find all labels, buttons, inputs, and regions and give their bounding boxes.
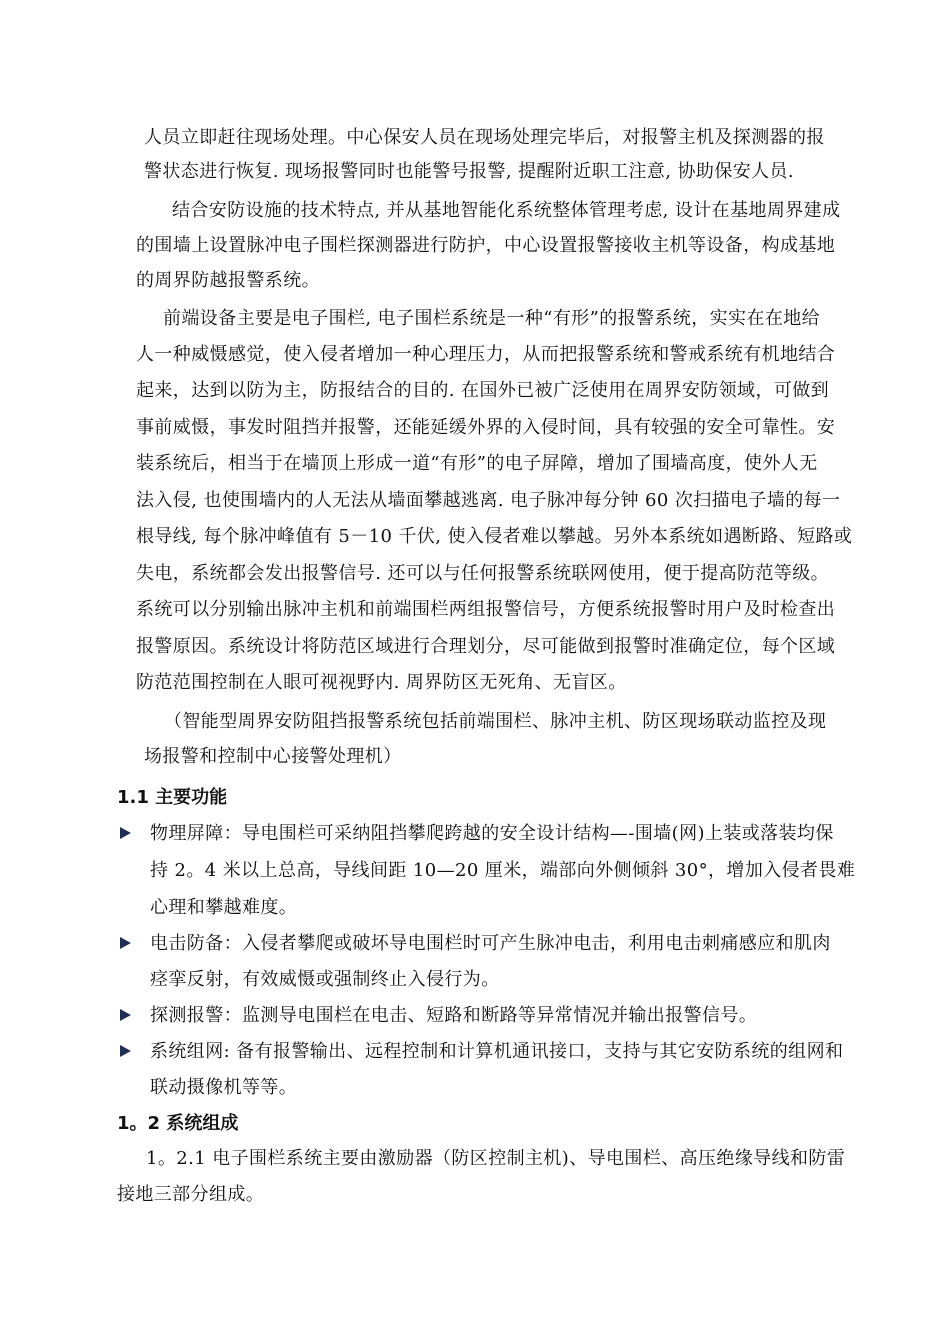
triangle-bullet-icon xyxy=(120,1045,131,1057)
paragraph-3-line-11: 防范范围控制在人眼可视视野内. 周界防区无死角、无盲区。 xyxy=(136,672,627,693)
paragraph-2-line-3: 的周界防越报警系统。 xyxy=(136,270,320,291)
section-2-line-1: 1。2.1 电子围栏系统主要由激励器（防区控制主机)、导电围栏、高压绝缘导线和防雷 xyxy=(146,1148,846,1169)
list-item-4-line-2: 联动摄像机等等。 xyxy=(150,1077,298,1098)
paragraph-3-line-7: 根导线, 每个脉冲峰值有 5－10 千伏, 使入侵者难以攀越。另外本系统如遇断路、短路或 xyxy=(136,526,853,547)
paragraph-1-line-1: 人员立即赶往现场处理。中心保安人员在现场处理完毕后，对报警主机及探测器的报 xyxy=(144,127,825,148)
paragraph-3-line-5: 装系统后，相当于在墙顶上形成一道“有形”的电子屏障，增加了围墙高度，使外人无 xyxy=(136,453,818,474)
list-item-2-line-2: 痉挛反射，有效威慑或强制终止入侵行为。 xyxy=(150,969,500,990)
section-heading-system-composition: 1。2 系统组成 xyxy=(117,1113,239,1134)
paragraph-3-line-4: 事前威慑，事发时阻挡并报警，还能延缓外界的入侵时间，具有较强的安全可靠性。安 xyxy=(136,417,836,438)
list-item-1-line-2: 持 2。4 米以上总高，导线间距 10—20 厘米，端部向外侧倾斜 30°，增加入侵者畏难 xyxy=(150,860,856,881)
paragraph-3-line-1: 前端设备主要是电子围栏, 电子围栏系统是一种“有形”的报警系统，实实在在地给 xyxy=(163,308,821,329)
triangle-bullet-icon xyxy=(120,827,131,839)
list-item-1-line-3: 心理和攀越难度。 xyxy=(150,897,298,918)
list-item-1-line-1: 物理屏障：导电围栏可采纳阻挡攀爬跨越的安全设计结构—-围墙(网)上装或落装均保 xyxy=(150,823,834,844)
paragraph-3-line-2: 人一种威慑感觉，使入侵者增加一种心理压力，从而把报警系统和警戒系统有机地结合 xyxy=(136,344,836,365)
list-item-4-line-1: 系统组网: 备有报警输出、远程控制和计算机通讯接口，支持与其它安防系统的组网和 xyxy=(150,1041,844,1062)
paragraph-1-line-2: 警状态进行恢复. 现场报警同时也能警号报警, 提醒附近职工注意, 协助保安人员. xyxy=(144,161,795,182)
paragraph-4-line-2: 场报警和控制中心接警处理机） xyxy=(144,746,402,767)
paragraph-2-line-2: 的围墙上设置脉冲电子围栏探测器进行防护，中心设置报警接收主机等设备，构成基地 xyxy=(136,235,836,256)
section-2-line-2: 接地三部分组成。 xyxy=(117,1184,265,1205)
paragraph-2-line-1: 结合安防设施的技术特点, 并从基地智能化系统整体管理考虑, 设计在基地周界建成 xyxy=(172,200,841,221)
paragraph-3-line-3: 起来，达到以防为主，防报结合的目的. 在国外已被广泛使用在周界安防领域，可做到 xyxy=(136,380,830,401)
list-item-2-line-1: 电击防备：入侵者攀爬或破坏导电围栏时可产生脉冲电击，利用电击刺痛感应和肌肉 xyxy=(150,933,831,954)
paragraph-4-line-1: （智能型周界安防阻挡报警系统包括前端围栏、脉冲主机、防区现场联动监控及现 xyxy=(164,711,827,732)
paragraph-3-line-6: 法入侵, 也使围墙内的人无法从墙面攀越逃离. 电子脉冲每分钟 60 次扫描电子墙的每一 xyxy=(136,490,841,511)
paragraph-3-line-9: 系统可以分别输出脉冲主机和前端围栏两组报警信号，方便系统报警时用户及时检查出 xyxy=(136,599,836,620)
paragraph-3-line-10: 报警原因。系统设计将防范区域进行合理划分，尽可能做到报警时准确定位，每个区域 xyxy=(136,636,836,657)
list-item-3-line-1: 探测报警：监测导电围栏在电击、短路和断路等异常情况并输出报警信号。 xyxy=(150,1005,758,1026)
section-heading-main-functions: 1.1 主要功能 xyxy=(117,787,228,808)
triangle-bullet-icon xyxy=(120,1009,131,1021)
paragraph-3-line-8: 失电，系统都会发出报警信号. 还可以与任何报警系统联网使用，便于提高防范等级。 xyxy=(136,563,830,584)
triangle-bullet-icon xyxy=(120,937,131,949)
